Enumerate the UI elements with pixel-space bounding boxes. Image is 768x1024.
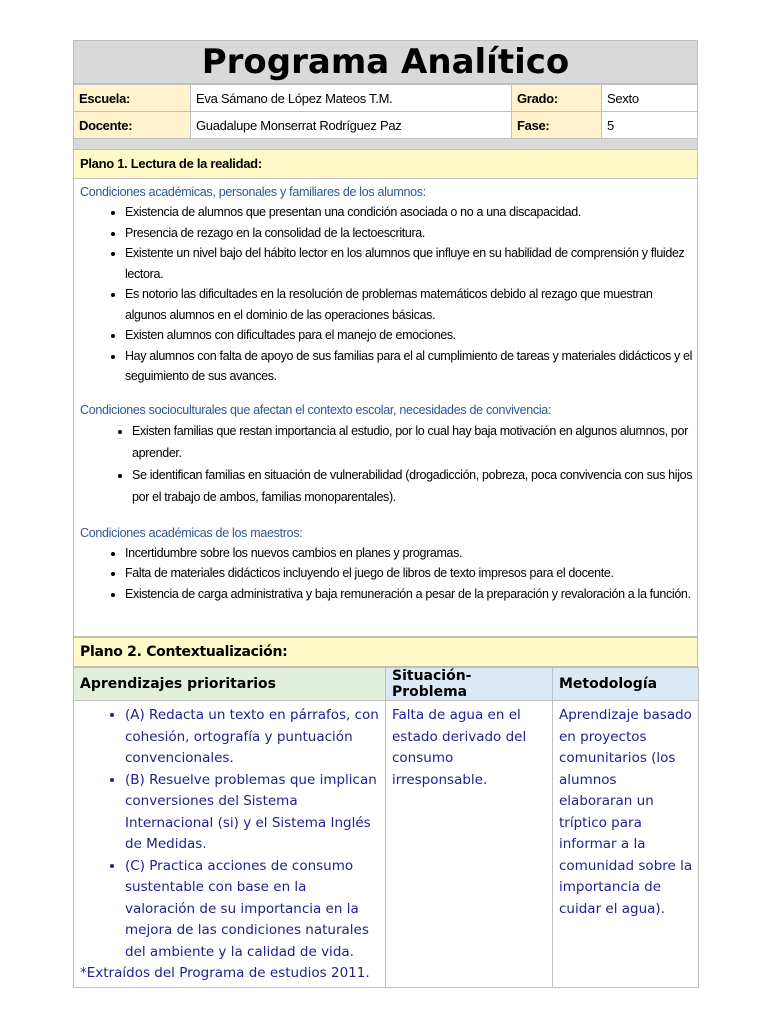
aprendizajes-list bbox=[80, 705, 380, 963]
section-title: Condiciones académicas, personales y familiares de los alumnos: bbox=[80, 185, 426, 199]
list-item: • Falta de materiales didácticos incluyendo el juego de libros de texto impresos para el docente. bbox=[125, 563, 693, 584]
list-item: • Existencia de alumnos que presentan una condición asociada o no a una discapacidad. bbox=[125, 202, 693, 223]
grado-label: Grado: bbox=[512, 85, 602, 112]
plano1-heading: Plano 1. Lectura de la realidad: bbox=[73, 150, 698, 179]
page-title: Programa Analítico bbox=[73, 40, 698, 84]
metodologia-cell: Aprendizaje basado en proyectos comunitarios (los alumnos elaboraran un tríptico para informar a la comunidad sobre la importancia de cuidar el agua). bbox=[553, 701, 699, 988]
list-item: • Hay alumnos con falta de apoyo de sus familias para el al cumplimiento de tareas y materiales didácticos y el seguimiento de sus avances. bbox=[125, 346, 693, 387]
aprendizajes-cell bbox=[74, 701, 386, 988]
plano1-body bbox=[73, 179, 698, 637]
list-item: • (B) Resuelve problemas que implican conversiones del Sistema Internacional (si) y el Sistema Inglés de Medidas. bbox=[125, 770, 380, 856]
info-table bbox=[73, 84, 698, 139]
list-item: • Incertidumbre sobre los nuevos cambios en planes y programas. bbox=[125, 543, 693, 564]
situacion-cell: Falta de agua en el estado derivado del consumo irresponsable. bbox=[386, 701, 553, 988]
list-item: • Existen alumnos con dificultades para el manejo de emociones. bbox=[125, 325, 693, 346]
section-title: Condiciones académicas de los maestros: bbox=[80, 525, 303, 540]
docente-label: Docente: bbox=[74, 112, 191, 139]
column-header-situacion: Situación-Problema bbox=[386, 668, 553, 701]
section-title: Condiciones socioculturales que afectan el contexto escolar, necesidades de convivencia: bbox=[80, 402, 552, 417]
list-item: • Existencia de carga administrativa y baja remuneración a pesar de la preparación y revaloración a la función. bbox=[125, 584, 693, 605]
column-header-metodologia: Metodología bbox=[553, 668, 699, 701]
fase-label: Fase: bbox=[512, 112, 602, 139]
document bbox=[73, 40, 698, 988]
list-item: • (A) Redacta un texto en párrafos, con cohesión, ortografía y puntuación convencionales. bbox=[125, 705, 380, 770]
docente-value: Guadalupe Monserrat Rodríguez Paz bbox=[191, 112, 512, 139]
list-item: • Existen familias que restan importancia al estudio, por lo cual hay baja motivación en algunos alumnos, por aprender. bbox=[132, 420, 693, 464]
list-item: • Existente un nivel bajo del hábito lector en los alumnos que influye en su habilidad de comprensión y fluidez lectora. bbox=[125, 243, 693, 284]
section-list bbox=[80, 420, 693, 508]
list-item: • Se identifican familias en situación de vulnerabilidad (drogadicción, pobreza, poca convivencia con sus hijos por el trabajo de ambos, familias monoparentales). bbox=[132, 464, 693, 508]
fase-value: 5 bbox=[602, 112, 698, 139]
escuela-label: Escuela: bbox=[74, 85, 191, 112]
section-list bbox=[80, 202, 693, 387]
escuela-value: Eva Sámano de López Mateos T.M. bbox=[191, 85, 512, 112]
list-item: • (C) Practica acciones de consumo sustentable con base en la valoración de su importancia en la mejora de las condiciones naturales del ambiente y la calidad de vida. bbox=[125, 856, 380, 964]
footnote: *Extraídos del Programa de estudios 2011. bbox=[80, 965, 370, 981]
list-item: • Presencia de rezago en la consolidad de la lectoescritura. bbox=[125, 223, 693, 244]
list-item: • Es notorio las dificultades en la resolución de problemas matemáticos debido al rezago que muestran algunos alumnos en el dominio de las operaciones básicas. bbox=[125, 284, 693, 325]
plano2-heading: Plano 2. Contextualización: bbox=[73, 637, 698, 667]
separator-bar bbox=[73, 139, 698, 150]
column-header-aprendizajes: Aprendizajes prioritarios bbox=[74, 668, 386, 701]
grado-value: Sexto bbox=[602, 85, 698, 112]
contextualizacion-table bbox=[73, 667, 699, 988]
section-list bbox=[80, 543, 693, 605]
